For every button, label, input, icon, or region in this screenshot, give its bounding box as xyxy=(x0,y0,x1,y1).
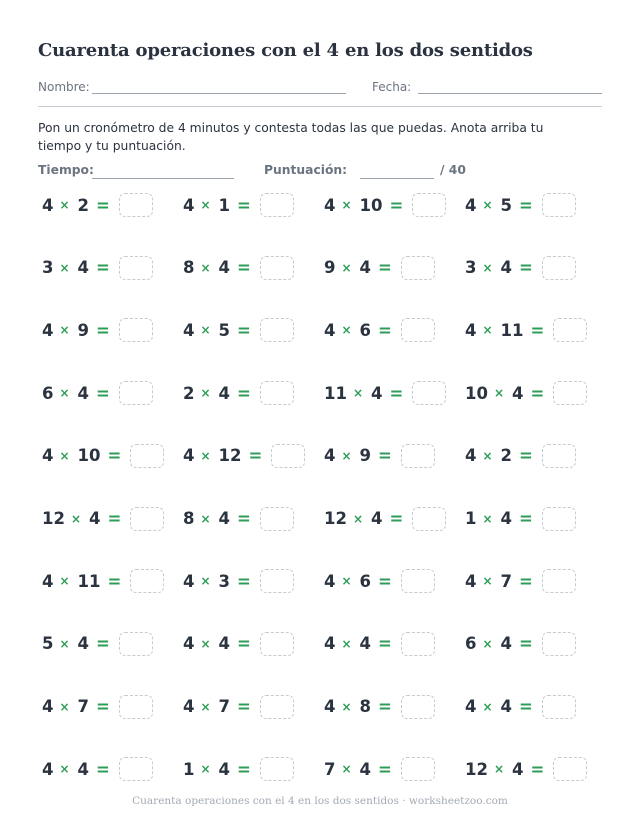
problem-item xyxy=(465,443,576,469)
date-field[interactable] xyxy=(418,93,602,94)
times-sign: × xyxy=(59,260,70,275)
times-sign: × xyxy=(482,574,493,589)
first-factor: 5 xyxy=(42,634,54,654)
second-factor: 4 xyxy=(500,258,513,278)
problem-item xyxy=(324,192,446,218)
equals-sign: = xyxy=(107,571,122,591)
equals-sign: = xyxy=(96,320,110,340)
first-factor: 4 xyxy=(183,195,195,215)
second-factor: 1 xyxy=(218,195,231,215)
answer-box[interactable] xyxy=(412,507,446,531)
answer-box[interactable] xyxy=(401,695,435,719)
problem-item xyxy=(183,317,294,343)
problem-item xyxy=(42,631,153,657)
problem-item xyxy=(42,192,153,218)
problem-item xyxy=(324,255,435,281)
times-sign: × xyxy=(482,511,493,526)
answer-box[interactable] xyxy=(130,444,164,468)
divider xyxy=(38,106,602,107)
times-sign: × xyxy=(341,198,352,212)
second-factor: 4 xyxy=(218,258,231,278)
times-sign: × xyxy=(59,762,70,777)
problem-item xyxy=(324,317,435,343)
times-sign: × xyxy=(59,699,70,714)
second-factor: 10 xyxy=(77,446,101,466)
answer-box[interactable] xyxy=(401,318,435,342)
first-factor: 4 xyxy=(42,195,54,215)
problem-item xyxy=(465,631,576,657)
first-factor: 4 xyxy=(183,320,195,340)
second-factor: 2 xyxy=(77,195,90,215)
times-sign: × xyxy=(59,448,70,463)
answer-box[interactable] xyxy=(401,444,435,468)
times-sign: × xyxy=(482,198,493,212)
second-factor: 4 xyxy=(512,383,524,403)
equals-sign: = xyxy=(96,697,110,717)
equals-sign: = xyxy=(378,759,392,779)
problem-item xyxy=(42,568,164,594)
times-sign: × xyxy=(200,511,211,526)
first-factor: 3 xyxy=(465,258,477,278)
answer-box[interactable] xyxy=(553,318,587,342)
second-factor: 2 xyxy=(500,446,513,466)
problem-item xyxy=(42,443,164,469)
times-sign: × xyxy=(200,260,211,275)
second-factor: 4 xyxy=(512,759,524,779)
equals-sign: = xyxy=(389,195,404,215)
first-factor: 11 xyxy=(324,383,347,403)
problem-item xyxy=(465,317,587,343)
problem-item xyxy=(324,506,446,532)
equals-sign: = xyxy=(389,383,404,403)
problem-item xyxy=(465,568,576,594)
equals-sign: = xyxy=(237,759,251,779)
answer-box[interactable] xyxy=(119,757,153,781)
second-factor: 4 xyxy=(218,509,231,528)
times-sign: × xyxy=(341,323,352,338)
first-factor: 4 xyxy=(324,697,336,717)
second-factor: 4 xyxy=(89,509,101,528)
first-factor: 4 xyxy=(324,571,336,591)
answer-box[interactable] xyxy=(542,193,576,217)
first-factor: 4 xyxy=(42,571,54,591)
equals-sign: = xyxy=(519,509,533,528)
second-factor: 5 xyxy=(218,320,231,340)
page-title: Cuarenta operaciones con el 4 en los dos sentidos xyxy=(38,40,533,61)
problem-item xyxy=(42,756,153,782)
equals-sign: = xyxy=(96,634,110,654)
first-factor: 1 xyxy=(465,509,477,528)
times-sign: × xyxy=(200,636,211,651)
problem-item xyxy=(183,192,294,218)
second-factor: 4 xyxy=(77,383,90,403)
times-sign: × xyxy=(59,574,70,589)
first-factor: 4 xyxy=(183,446,195,466)
second-factor: 4 xyxy=(359,258,372,278)
first-factor: 8 xyxy=(183,258,195,278)
problem-item xyxy=(183,756,294,782)
answer-box[interactable] xyxy=(130,507,164,531)
score-field[interactable] xyxy=(360,178,434,179)
first-factor: 6 xyxy=(465,634,477,654)
problem-item xyxy=(465,192,576,218)
answer-box[interactable] xyxy=(542,569,576,593)
second-factor: 10 xyxy=(359,195,383,215)
problem-item xyxy=(465,255,576,281)
second-factor: 7 xyxy=(77,697,90,717)
first-factor: 4 xyxy=(465,446,477,466)
equals-sign: = xyxy=(519,634,533,654)
first-factor: 4 xyxy=(183,571,195,591)
problem-item xyxy=(324,694,435,720)
second-factor: 7 xyxy=(500,571,513,591)
second-factor: 9 xyxy=(77,320,90,340)
time-label: Tiempo: xyxy=(38,163,94,177)
problem-item xyxy=(42,506,164,532)
problem-item xyxy=(324,443,435,469)
equals-sign: = xyxy=(378,634,392,654)
second-factor: 4 xyxy=(77,258,90,278)
problem-item xyxy=(324,756,435,782)
equals-sign: = xyxy=(237,509,251,528)
first-factor: 4 xyxy=(324,320,336,340)
equals-sign: = xyxy=(530,759,545,779)
times-sign: × xyxy=(200,386,211,401)
times-sign: × xyxy=(352,386,364,401)
answer-box[interactable] xyxy=(412,193,446,217)
problem-item xyxy=(183,443,305,469)
problem-item xyxy=(183,255,294,281)
answer-box[interactable] xyxy=(130,569,164,593)
first-factor: 3 xyxy=(42,258,54,278)
times-sign: × xyxy=(482,323,493,338)
answer-box[interactable] xyxy=(119,695,153,719)
answer-box[interactable] xyxy=(260,569,294,593)
answer-box[interactable] xyxy=(401,632,435,656)
problem-item xyxy=(42,380,153,406)
problem-item xyxy=(465,380,587,406)
times-sign: × xyxy=(482,636,493,651)
answer-box[interactable] xyxy=(401,757,435,781)
first-factor: 4 xyxy=(465,320,477,340)
first-factor: 8 xyxy=(183,509,195,528)
first-factor: 4 xyxy=(324,195,336,215)
problem-item xyxy=(465,694,576,720)
score-total: / 40 xyxy=(440,163,466,177)
problem-item xyxy=(183,380,294,406)
second-factor: 4 xyxy=(218,759,231,779)
problem-item xyxy=(183,631,294,657)
first-factor: 12 xyxy=(42,509,65,528)
equals-sign: = xyxy=(530,383,545,403)
answer-box[interactable] xyxy=(119,193,153,217)
times-sign: × xyxy=(493,386,505,401)
equals-sign: = xyxy=(519,258,533,278)
equals-sign: = xyxy=(389,509,404,528)
answer-box[interactable] xyxy=(260,381,294,405)
equals-sign: = xyxy=(378,258,392,278)
problem-item xyxy=(324,568,435,594)
answer-box[interactable] xyxy=(260,632,294,656)
second-factor: 5 xyxy=(500,195,513,215)
equals-sign: = xyxy=(96,383,110,403)
answer-box[interactable] xyxy=(401,569,435,593)
first-factor: 4 xyxy=(42,697,54,717)
times-sign: × xyxy=(341,636,352,651)
equals-sign: = xyxy=(237,320,251,340)
equals-sign: = xyxy=(107,509,122,528)
second-factor: 4 xyxy=(500,509,513,528)
times-sign: × xyxy=(200,762,211,777)
answer-box[interactable] xyxy=(260,256,294,280)
problem-item xyxy=(183,506,294,532)
times-sign: × xyxy=(70,511,82,526)
answer-box[interactable] xyxy=(119,381,153,405)
equals-sign: = xyxy=(519,195,533,215)
answer-box[interactable] xyxy=(271,444,305,468)
name-field[interactable] xyxy=(92,93,346,94)
equals-sign: = xyxy=(530,320,545,340)
answer-box[interactable] xyxy=(260,757,294,781)
first-factor: 10 xyxy=(465,383,488,403)
problem-item xyxy=(324,631,435,657)
problem-item xyxy=(324,380,446,406)
name-label: Nombre: xyxy=(38,80,90,94)
equals-sign: = xyxy=(519,697,533,717)
first-factor: 4 xyxy=(324,446,336,466)
first-factor: 2 xyxy=(183,383,195,403)
answer-box[interactable] xyxy=(542,507,576,531)
second-factor: 8 xyxy=(359,697,372,717)
name-date-row xyxy=(38,80,602,96)
score-row xyxy=(38,163,602,181)
second-factor: 6 xyxy=(359,571,372,591)
times-sign: × xyxy=(200,448,211,463)
first-factor: 4 xyxy=(465,571,477,591)
equals-sign: = xyxy=(107,446,122,466)
instructions-text: Pon un cronómetro de 4 minutos y contesta todas las que puedas. Anota arriba tu tiempo y tu puntuación. xyxy=(38,121,544,153)
second-factor: 4 xyxy=(500,634,513,654)
times-sign: × xyxy=(341,260,352,275)
answer-box[interactable] xyxy=(542,632,576,656)
second-factor: 11 xyxy=(500,320,524,340)
answer-box[interactable] xyxy=(542,695,576,719)
equals-sign: = xyxy=(378,320,392,340)
first-factor: 4 xyxy=(324,634,336,654)
first-factor: 7 xyxy=(324,759,336,779)
times-sign: × xyxy=(200,198,211,212)
equals-sign: = xyxy=(237,195,251,215)
times-sign: × xyxy=(341,574,352,589)
first-factor: 4 xyxy=(42,446,54,466)
problem-item xyxy=(42,317,153,343)
equals-sign: = xyxy=(237,383,251,403)
times-sign: × xyxy=(482,448,493,463)
equals-sign: = xyxy=(237,697,251,717)
date-label: Fecha: xyxy=(372,80,412,94)
equals-sign: = xyxy=(519,446,533,466)
times-sign: × xyxy=(200,323,211,338)
times-sign: × xyxy=(59,198,70,212)
answer-box[interactable] xyxy=(260,507,294,531)
times-sign: × xyxy=(493,762,505,777)
second-factor: 4 xyxy=(371,383,383,403)
equals-sign: = xyxy=(378,446,392,466)
first-factor: 4 xyxy=(42,320,54,340)
times-sign: × xyxy=(59,636,70,651)
first-factor: 9 xyxy=(324,258,336,278)
times-sign: × xyxy=(341,448,352,463)
times-sign: × xyxy=(200,699,211,714)
answer-box[interactable] xyxy=(401,256,435,280)
second-factor: 11 xyxy=(77,571,101,591)
times-sign: × xyxy=(352,511,364,526)
problem-item xyxy=(42,255,153,281)
problem-item xyxy=(465,756,587,782)
second-factor: 4 xyxy=(359,759,372,779)
second-factor: 4 xyxy=(77,634,90,654)
equals-sign: = xyxy=(237,258,251,278)
times-sign: × xyxy=(341,762,352,777)
answer-box[interactable] xyxy=(542,444,576,468)
second-factor: 9 xyxy=(359,446,372,466)
equals-sign: = xyxy=(96,195,110,215)
answer-box[interactable] xyxy=(553,757,587,781)
answer-box[interactable] xyxy=(119,318,153,342)
problem-item xyxy=(42,694,153,720)
second-factor: 4 xyxy=(359,634,372,654)
first-factor: 4 xyxy=(183,697,195,717)
second-factor: 4 xyxy=(218,383,231,403)
answer-box[interactable] xyxy=(260,193,294,217)
score-label: Puntuación: xyxy=(264,163,348,177)
equals-sign: = xyxy=(96,759,110,779)
equals-sign: = xyxy=(237,634,251,654)
first-factor: 4 xyxy=(42,759,54,779)
answer-box[interactable] xyxy=(542,256,576,280)
second-factor: 7 xyxy=(218,697,231,717)
first-factor: 12 xyxy=(324,509,347,528)
time-field[interactable] xyxy=(92,178,234,179)
times-sign: × xyxy=(341,699,352,714)
equals-sign: = xyxy=(248,446,263,466)
equals-sign: = xyxy=(378,571,392,591)
footer: Cuarenta operaciones con el 4 en los dos sentidos · worksheetzoo.com xyxy=(132,795,508,807)
times-sign: × xyxy=(482,260,493,275)
second-factor: 4 xyxy=(77,759,90,779)
answer-box[interactable] xyxy=(553,381,587,405)
times-sign: × xyxy=(482,699,493,714)
answer-box[interactable] xyxy=(119,632,153,656)
answer-box[interactable] xyxy=(260,318,294,342)
equals-sign: = xyxy=(237,571,251,591)
answer-box[interactable] xyxy=(412,381,446,405)
problem-item xyxy=(465,506,576,532)
first-factor: 4 xyxy=(465,195,477,215)
first-factor: 12 xyxy=(465,759,488,779)
first-factor: 1 xyxy=(183,759,195,779)
times-sign: × xyxy=(200,574,211,589)
equals-sign: = xyxy=(96,258,110,278)
first-factor: 4 xyxy=(183,634,195,654)
first-factor: 6 xyxy=(42,383,54,403)
second-factor: 4 xyxy=(371,509,383,528)
second-factor: 4 xyxy=(218,634,231,654)
second-factor: 4 xyxy=(500,697,513,717)
equals-sign: = xyxy=(378,697,392,717)
problem-item xyxy=(183,694,294,720)
answer-box[interactable] xyxy=(260,695,294,719)
second-factor: 3 xyxy=(218,571,231,591)
equals-sign: = xyxy=(519,571,533,591)
second-factor: 6 xyxy=(359,320,372,340)
times-sign: × xyxy=(59,323,70,338)
problem-item xyxy=(183,568,294,594)
second-factor: 12 xyxy=(218,446,242,466)
first-factor: 4 xyxy=(465,697,477,717)
times-sign: × xyxy=(59,386,70,401)
answer-box[interactable] xyxy=(119,256,153,280)
